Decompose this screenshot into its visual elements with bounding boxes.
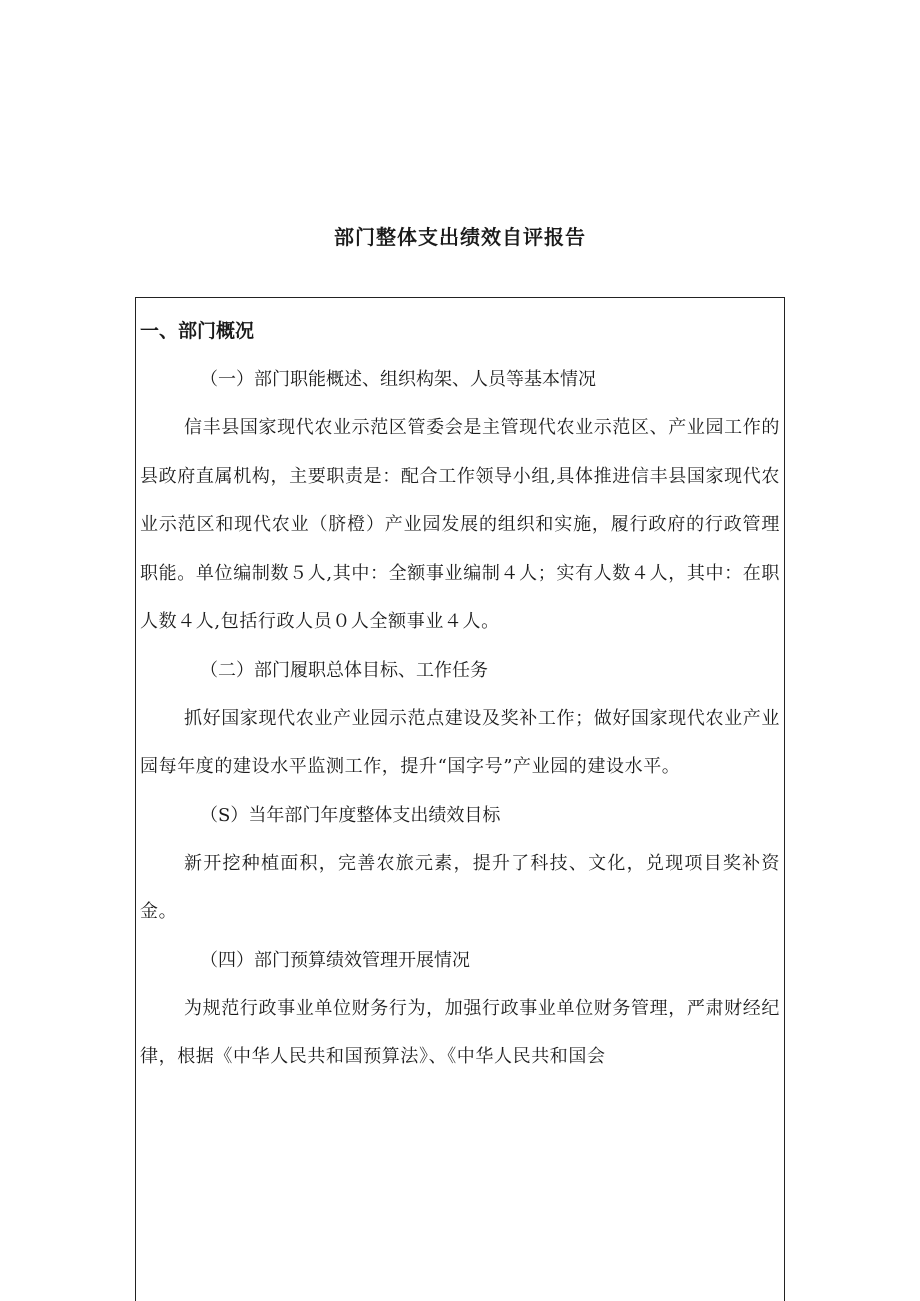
paragraph-targets: 新开挖种植面积，完善农旅元素，提升了科技、文化，兑现项目奖补资金。 (140, 852, 780, 922)
subsection-heading-functions: （一）部门职能概述、组织构架、人员等基本情况 (200, 369, 596, 390)
subsection-heading-management: （四）部门预算绩效管理开展情况 (200, 949, 470, 971)
section-heading-overview: 一、部门概况 (140, 320, 255, 342)
subsection-heading-goals: （二）部门履职总体目标、工作任务 (200, 659, 488, 681)
paragraph-management: 为规范行政事业单位财务行为，加强行政事业单位财务管理，严肃财经纪律，根据《中华人民共和国预算法》、《中华人民共和国会 (140, 997, 780, 1067)
document-title: 部门整体支出绩效自评报告 (334, 225, 586, 249)
report-content (140, 312, 780, 1082)
subsection-heading-targets: （S）当年部门年度整体支出绩效目标 (200, 804, 501, 826)
report-frame (135, 297, 785, 1301)
paragraph-functions: 信丰县国家现代农业示范区管委会是主管现代农业示范区、产业园工作的县政府直属机构，主要职责是：配合工作领导小组,具体推进信丰县国家现代农业示范区和现代农业（脐橙）产业园发展的组织和实施，履行政府的行政管理职能。单位编制数５人,其中：全额事业编制４人；实有人数４人，其中：在职人数４人,包括行政人员０人全额事业４人。 (140, 417, 780, 632)
paragraph-goals: 抓好国家现代农业产业园示范点建设及奖补工作；做好国家现代农业产业园每年度的建设水平监测工作，提升“国字号”产业园的建设水平。 (140, 707, 780, 777)
